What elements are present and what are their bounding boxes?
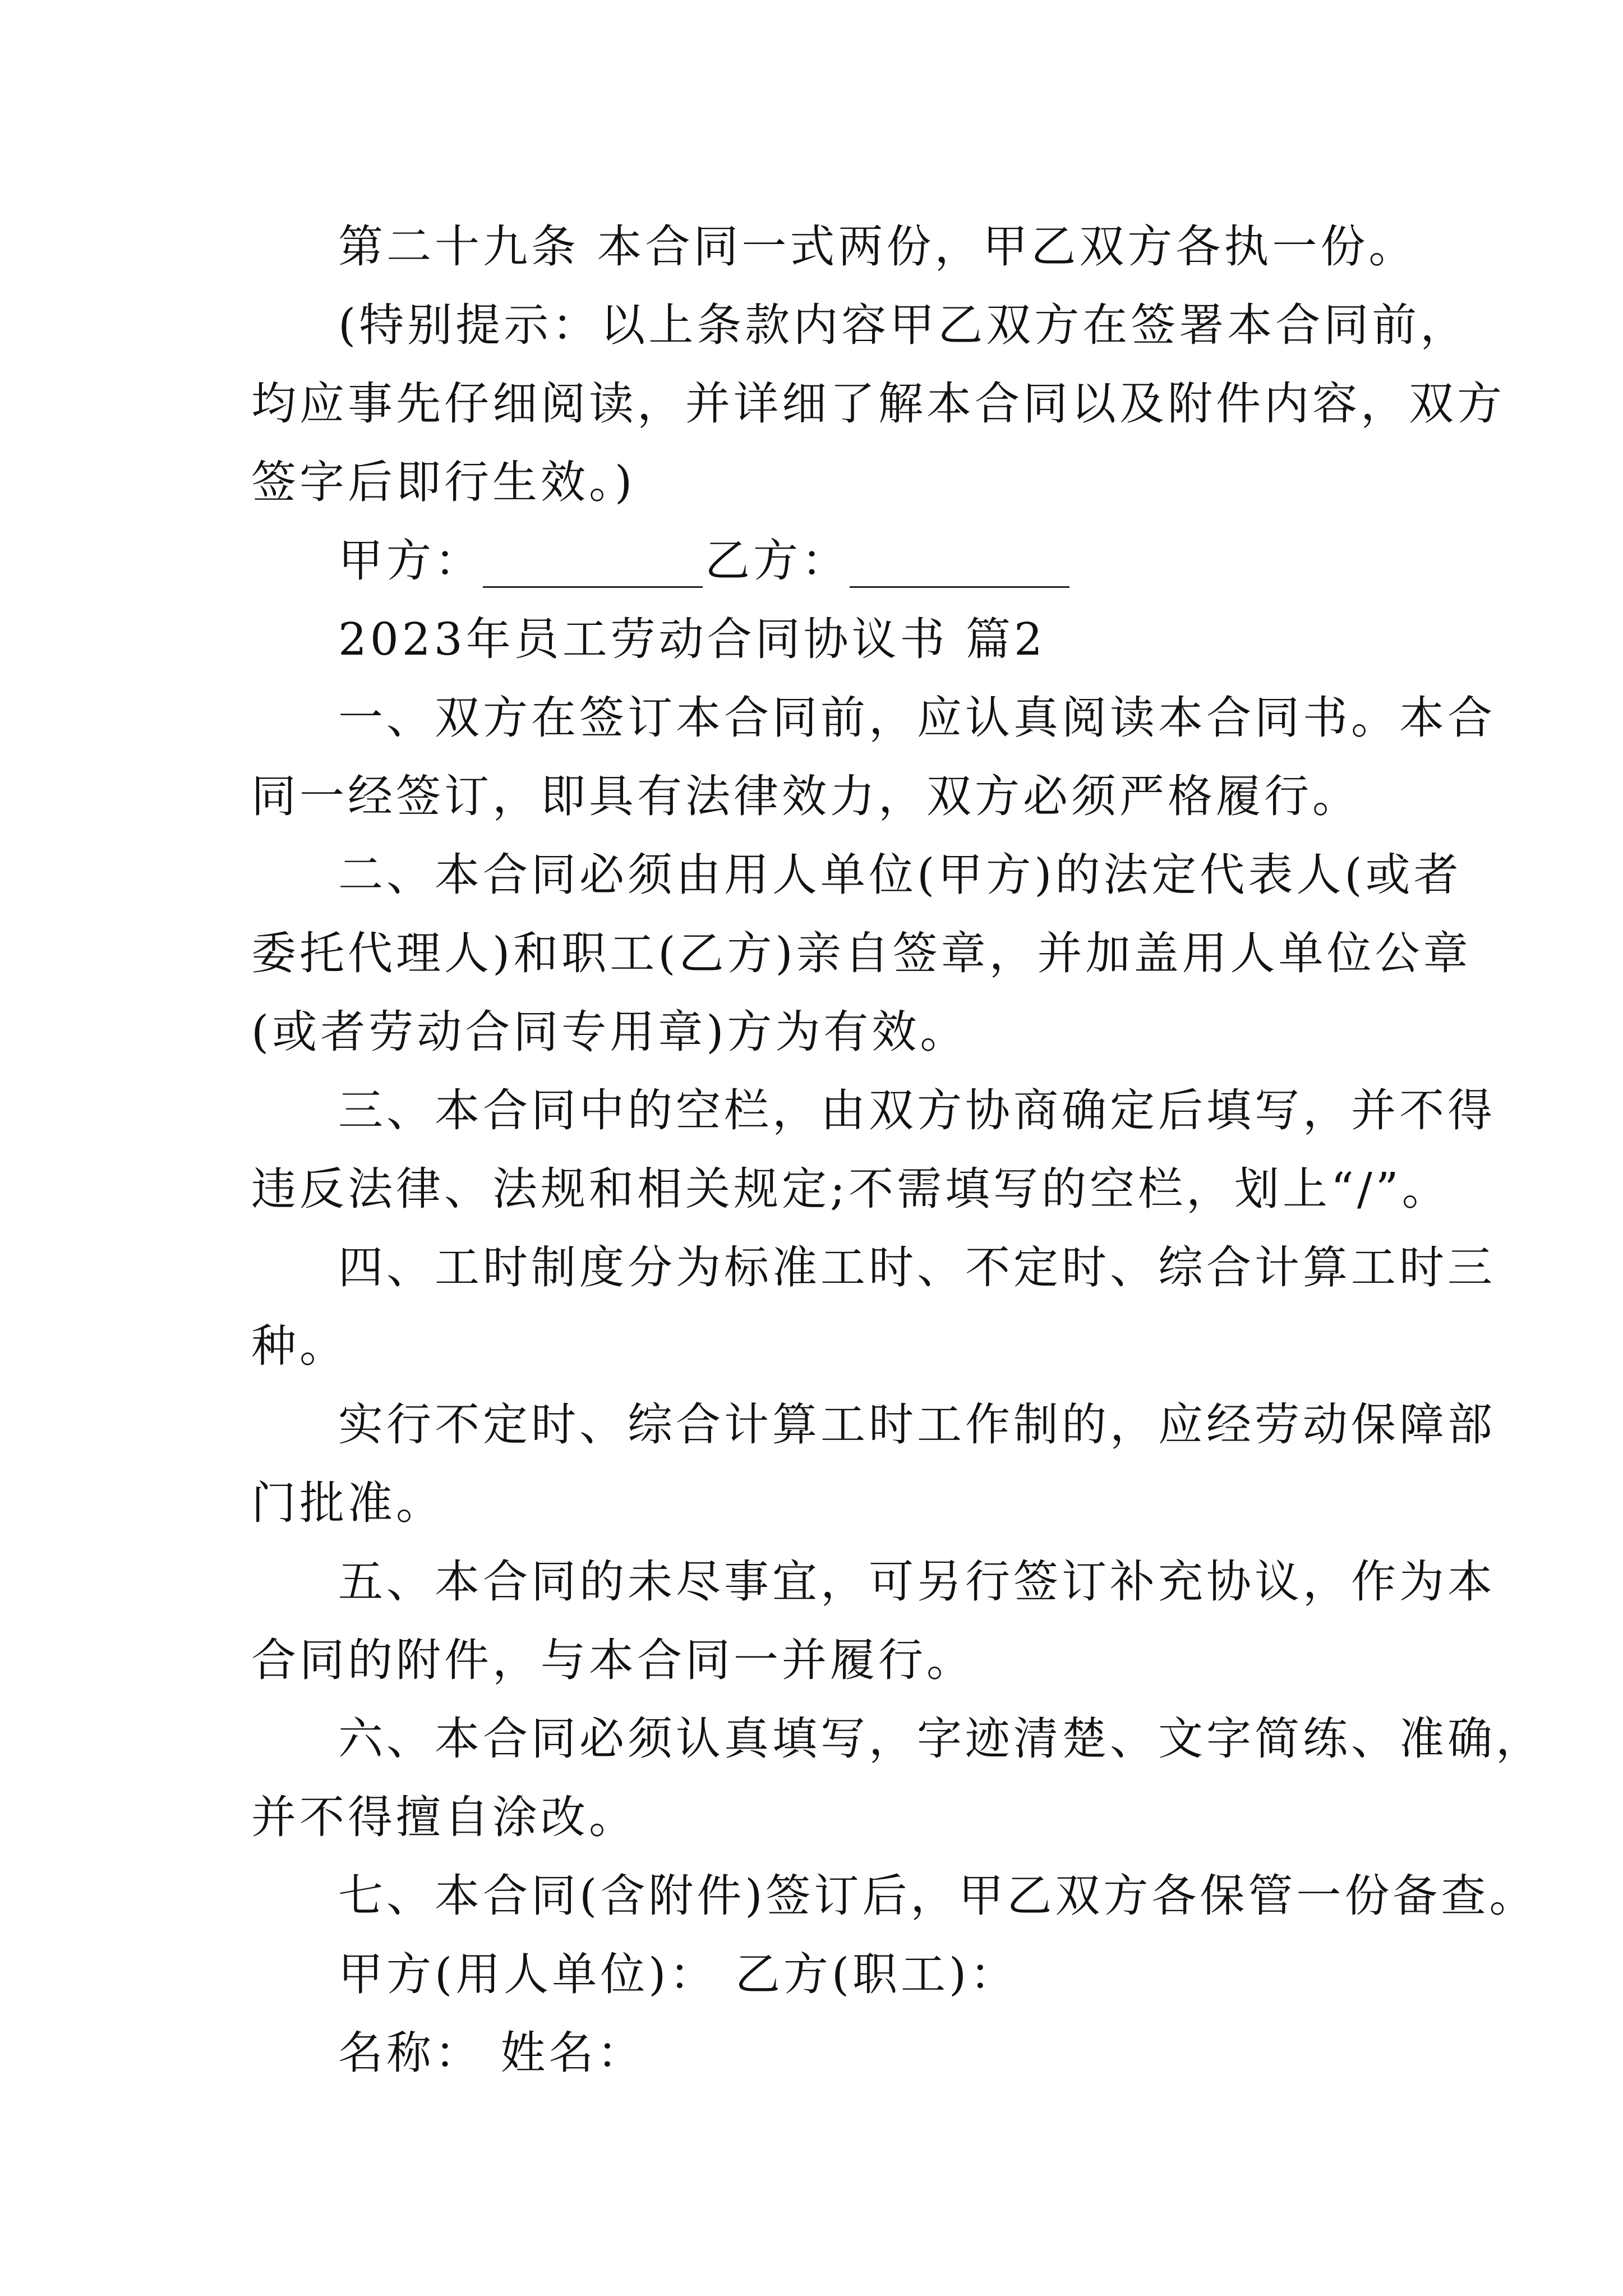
clause-6-line-1: 六、本合同必须认真填写，字迹清楚、文字简练、准确， [338,1713,1544,1765]
clause-4-note-line-2: 门批准。 [251,1477,444,1529]
clause-6-line-2: 并不得擅自涂改。 [251,1791,637,1843]
party-a-blank [483,534,703,588]
signature-line [338,534,1072,588]
special-note-line-3: 签字后即行生效。) [251,456,636,508]
special-note-line-1: (特别提示：以上条款内容甲乙双方在签署本合同前， [338,299,1469,351]
clause-3-line-2: 违反法律、法规和相关规定;不需填写的空栏，划上“/”。 [251,1163,1450,1215]
clause-2-line-3: (或者劳动合同专用章)方为有效。 [251,1006,969,1058]
clause-5-line-1: 五、本合同的未尽事宜，可另行签订补充协议，作为本 [338,1556,1496,1608]
party-labels: 甲方(用人单位)： 乙方(职工)： [338,1948,1018,2000]
clause-1-line-1: 一、双方在签订本合同前，应认真阅读本合同书。本合 [338,692,1496,744]
party-a-label: 甲方： [338,535,483,587]
clause-2-line-1: 二、本合同必须由用人单位(甲方)的法定代表人(或者 [338,849,1462,901]
clause-1-line-2: 同一经签订，即具有法律效力，双方必须严格履行。 [251,770,1361,822]
name-labels: 名称： 姓名： [338,2027,645,2079]
clause-4-line-2: 种。 [251,1320,348,1372]
clause-5-line-2: 合同的附件，与本合同一并履行。 [251,1634,975,1686]
party-b-blank [850,534,1069,588]
clause-7: 七、本合同(含附件)签订后，甲乙双方各保管一份备查。 [338,1870,1538,1922]
clause-4-note-line-1: 实行不定时、综合计算工时工作制的，应经劳动保障部 [338,1398,1496,1451]
section-title: 2023年员工劳动合同协议书 篇2 [338,613,1046,665]
clause-4-line-1: 四、工时制度分为标准工时、不定时、综合计算工时三 [338,1241,1496,1294]
article-29: 第二十九条 本合同一式两份，甲乙双方各执一份。 [338,220,1417,273]
special-note-line-2: 均应事先仔细阅读，并详细了解本合同以及附件内容，双方 [251,378,1505,430]
clause-3-line-1: 三、本合同中的空栏，由双方协商确定后填写，并不得 [338,1084,1496,1137]
clause-2-line-2: 委托代理人)和职工(乙方)亲自签章，并加盖用人单位公章 [251,927,1472,979]
party-b-label: 乙方： [705,535,850,587]
